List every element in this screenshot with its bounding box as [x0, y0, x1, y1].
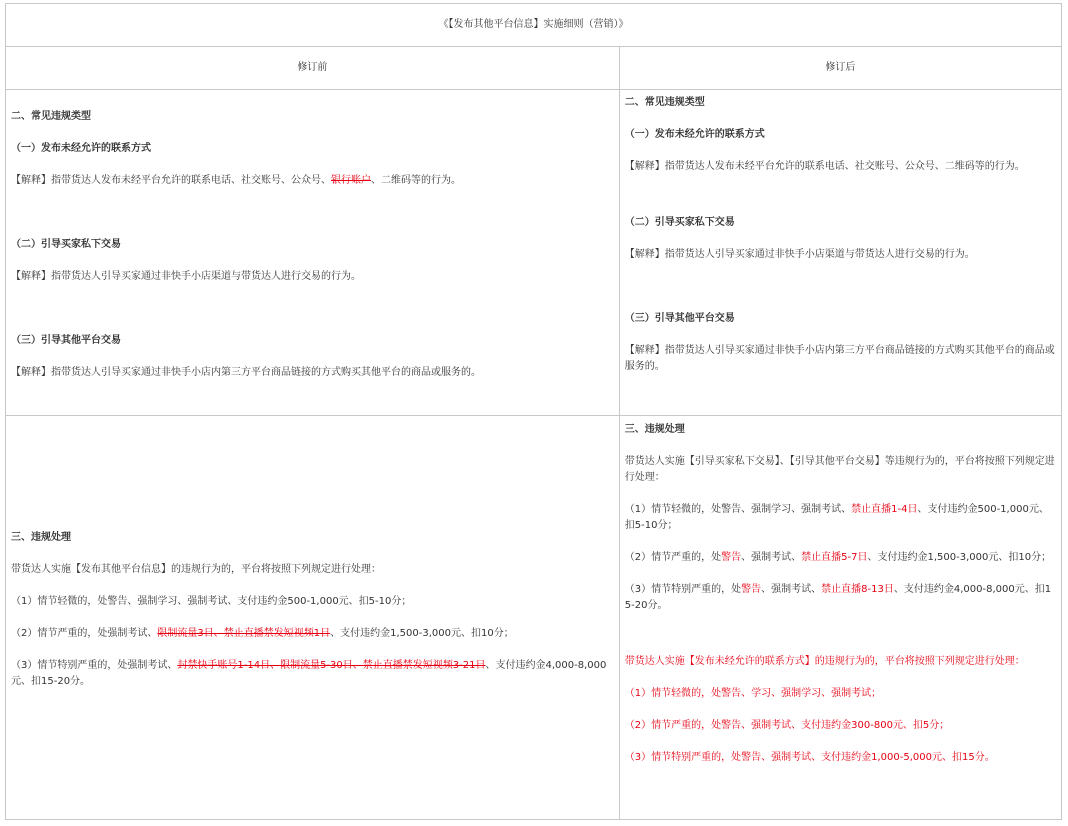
before-s1-title: （一）发布未经允许的联系方式	[11, 143, 151, 154]
before-s1-post: 、二维码等的行为。	[371, 175, 461, 186]
before-s1-deleted: 银行账户	[331, 175, 371, 186]
after-section3-cell	[619, 416, 1061, 820]
after-s3-title: （三）引导其他平台交易	[624, 313, 735, 324]
after-l2-mid: 、强制考试、	[741, 552, 802, 563]
header-after-label: 修订后	[825, 62, 856, 73]
after-new-l3: （3）情节特别严重的，处警告、强制考试、支付违约金1,000-5,000元、扣15分。	[624, 752, 995, 763]
after-sec3-l2	[625, 550, 1056, 566]
before-s1-pre: 【解释】指带货达人发布未经平台允许的联系电话、社交账号、公众号、	[11, 175, 331, 186]
title-row	[6, 4, 1062, 47]
before-s2-text: 【解释】指带货达人引导买家通过非快手小店渠道与带货达人进行交易的行为。	[11, 271, 361, 282]
before-sec3-heading: 三、违规处理	[11, 532, 71, 543]
table-title-cell	[6, 4, 1062, 47]
before-l2-deleted: 限制流量3日、禁止直播禁发短视频1日	[157, 628, 331, 639]
after-l2-added-1: 警告	[721, 552, 742, 563]
header-row	[6, 47, 1062, 90]
after-new-l1: （1）情节轻微的，处警告、学习、强制学习、强制考试；	[624, 688, 882, 699]
after-l3-added-2: 禁止直播8-13日	[821, 584, 894, 595]
after-l3-pre: （3）情节特别严重的，处	[624, 584, 742, 595]
after-section2-cell	[619, 90, 1061, 416]
after-sec3-intro: 带货达人实施【引导买家私下交易】、【引导其他平台交易】等违规行为的，平台将按照下列规定进行处理：	[624, 456, 1055, 483]
before-sec3-l1: （1）情节轻微的，处警告、强制学习、强制考试、支付违约金500-1,000元、扣5-10分；	[11, 596, 412, 607]
before-sec3-intro: 带货达人实施【发布其他平台信息】的违规行为的，平台将按照下列规定进行处理：	[11, 564, 381, 575]
after-l1-post: 、支付违约金500-1,000元、扣5-10分；	[624, 504, 1049, 531]
after-sec2-heading: 二、常见违规类型	[624, 97, 705, 108]
before-section3-cell	[6, 416, 620, 820]
after-new-intro: 带货达人实施【发布未经允许的联系方式】的违规行为的，平台将按照下列规定进行处理：	[624, 656, 1025, 667]
before-l3-pre: （3）情节特别严重的，处强制考试、	[11, 660, 178, 671]
before-l2-pre: （2）情节严重的，处强制考试、	[11, 628, 158, 639]
after-l3-post: 、支付违约金4,000-8,000元、扣15-20分。	[624, 584, 1052, 611]
before-s2-title: （二）引导买家私下交易	[11, 239, 121, 250]
before-sec3-l3	[11, 658, 614, 690]
column-header-after	[619, 47, 1061, 90]
after-l1-added: 禁止直播1-4日	[851, 504, 918, 515]
before-section2-cell	[6, 90, 620, 416]
before-s3-text: 【解释】指带货达人引导买家通过非快手小店内第三方平台商品链接的方式购买其他平台的商品或服务的。	[11, 367, 481, 378]
after-l3-mid: 、强制考试、	[761, 584, 822, 595]
after-l3-added-1: 警告	[741, 584, 762, 595]
column-header-before	[6, 47, 620, 90]
before-sec2-heading: 二、常见违规类型	[11, 111, 91, 122]
after-l1-pre: （1）情节轻微的，处警告、强制学习、强制考试、	[624, 504, 852, 515]
after-s1-text: 【解释】指带货达人发布未经平台允许的联系电话、社交账号、公众号、二维码等的行为。	[624, 161, 1025, 172]
revision-table	[5, 3, 1062, 820]
after-s3-text: 【解释】指带货达人引导买家通过非快手小店内第三方平台商品链接的方式购买其他平台的商品或服务的。	[624, 345, 1055, 372]
before-l3-post: 、支付违约金4,000-8,000元、扣15-20分。	[11, 660, 607, 687]
after-sec3-heading: 三、违规处理	[624, 424, 685, 435]
header-before-label: 修订前	[297, 62, 328, 73]
before-l2-post: 、支付违约金1,500-3,000元、扣10分；	[330, 628, 514, 639]
after-s2-text: 【解释】指带货达人引导买家通过非快手小店渠道与带货达人进行交易的行为。	[624, 249, 975, 260]
before-s1-text	[11, 173, 614, 189]
document-title: 《【发布其他平台信息】实施细则（营销）》	[438, 19, 629, 30]
after-sec3-l1	[625, 502, 1056, 534]
section3-row	[6, 416, 1062, 820]
after-l2-pre: （2）情节严重的，处	[624, 552, 722, 563]
after-new-l2: （2）情节严重的，处警告、强制考试、支付违约金300-800元、扣5分；	[624, 720, 950, 731]
after-sec3-l3	[625, 582, 1056, 614]
before-l3-deleted: 封禁快手账号1-14日、限制流量5-30日、禁止直播禁发短视频3-21日	[177, 660, 486, 671]
after-l2-post: 、支付违约金1,500-3,000元、扣10分；	[867, 552, 1052, 563]
section2-row	[6, 90, 1062, 416]
before-s3-title: （三）引导其他平台交易	[11, 335, 121, 346]
after-l2-added-2: 禁止直播5-7日	[801, 552, 868, 563]
after-s1-title: （一）发布未经允许的联系方式	[624, 129, 765, 140]
before-sec3-l2	[11, 626, 614, 642]
after-s2-title: （二）引导买家私下交易	[624, 217, 735, 228]
